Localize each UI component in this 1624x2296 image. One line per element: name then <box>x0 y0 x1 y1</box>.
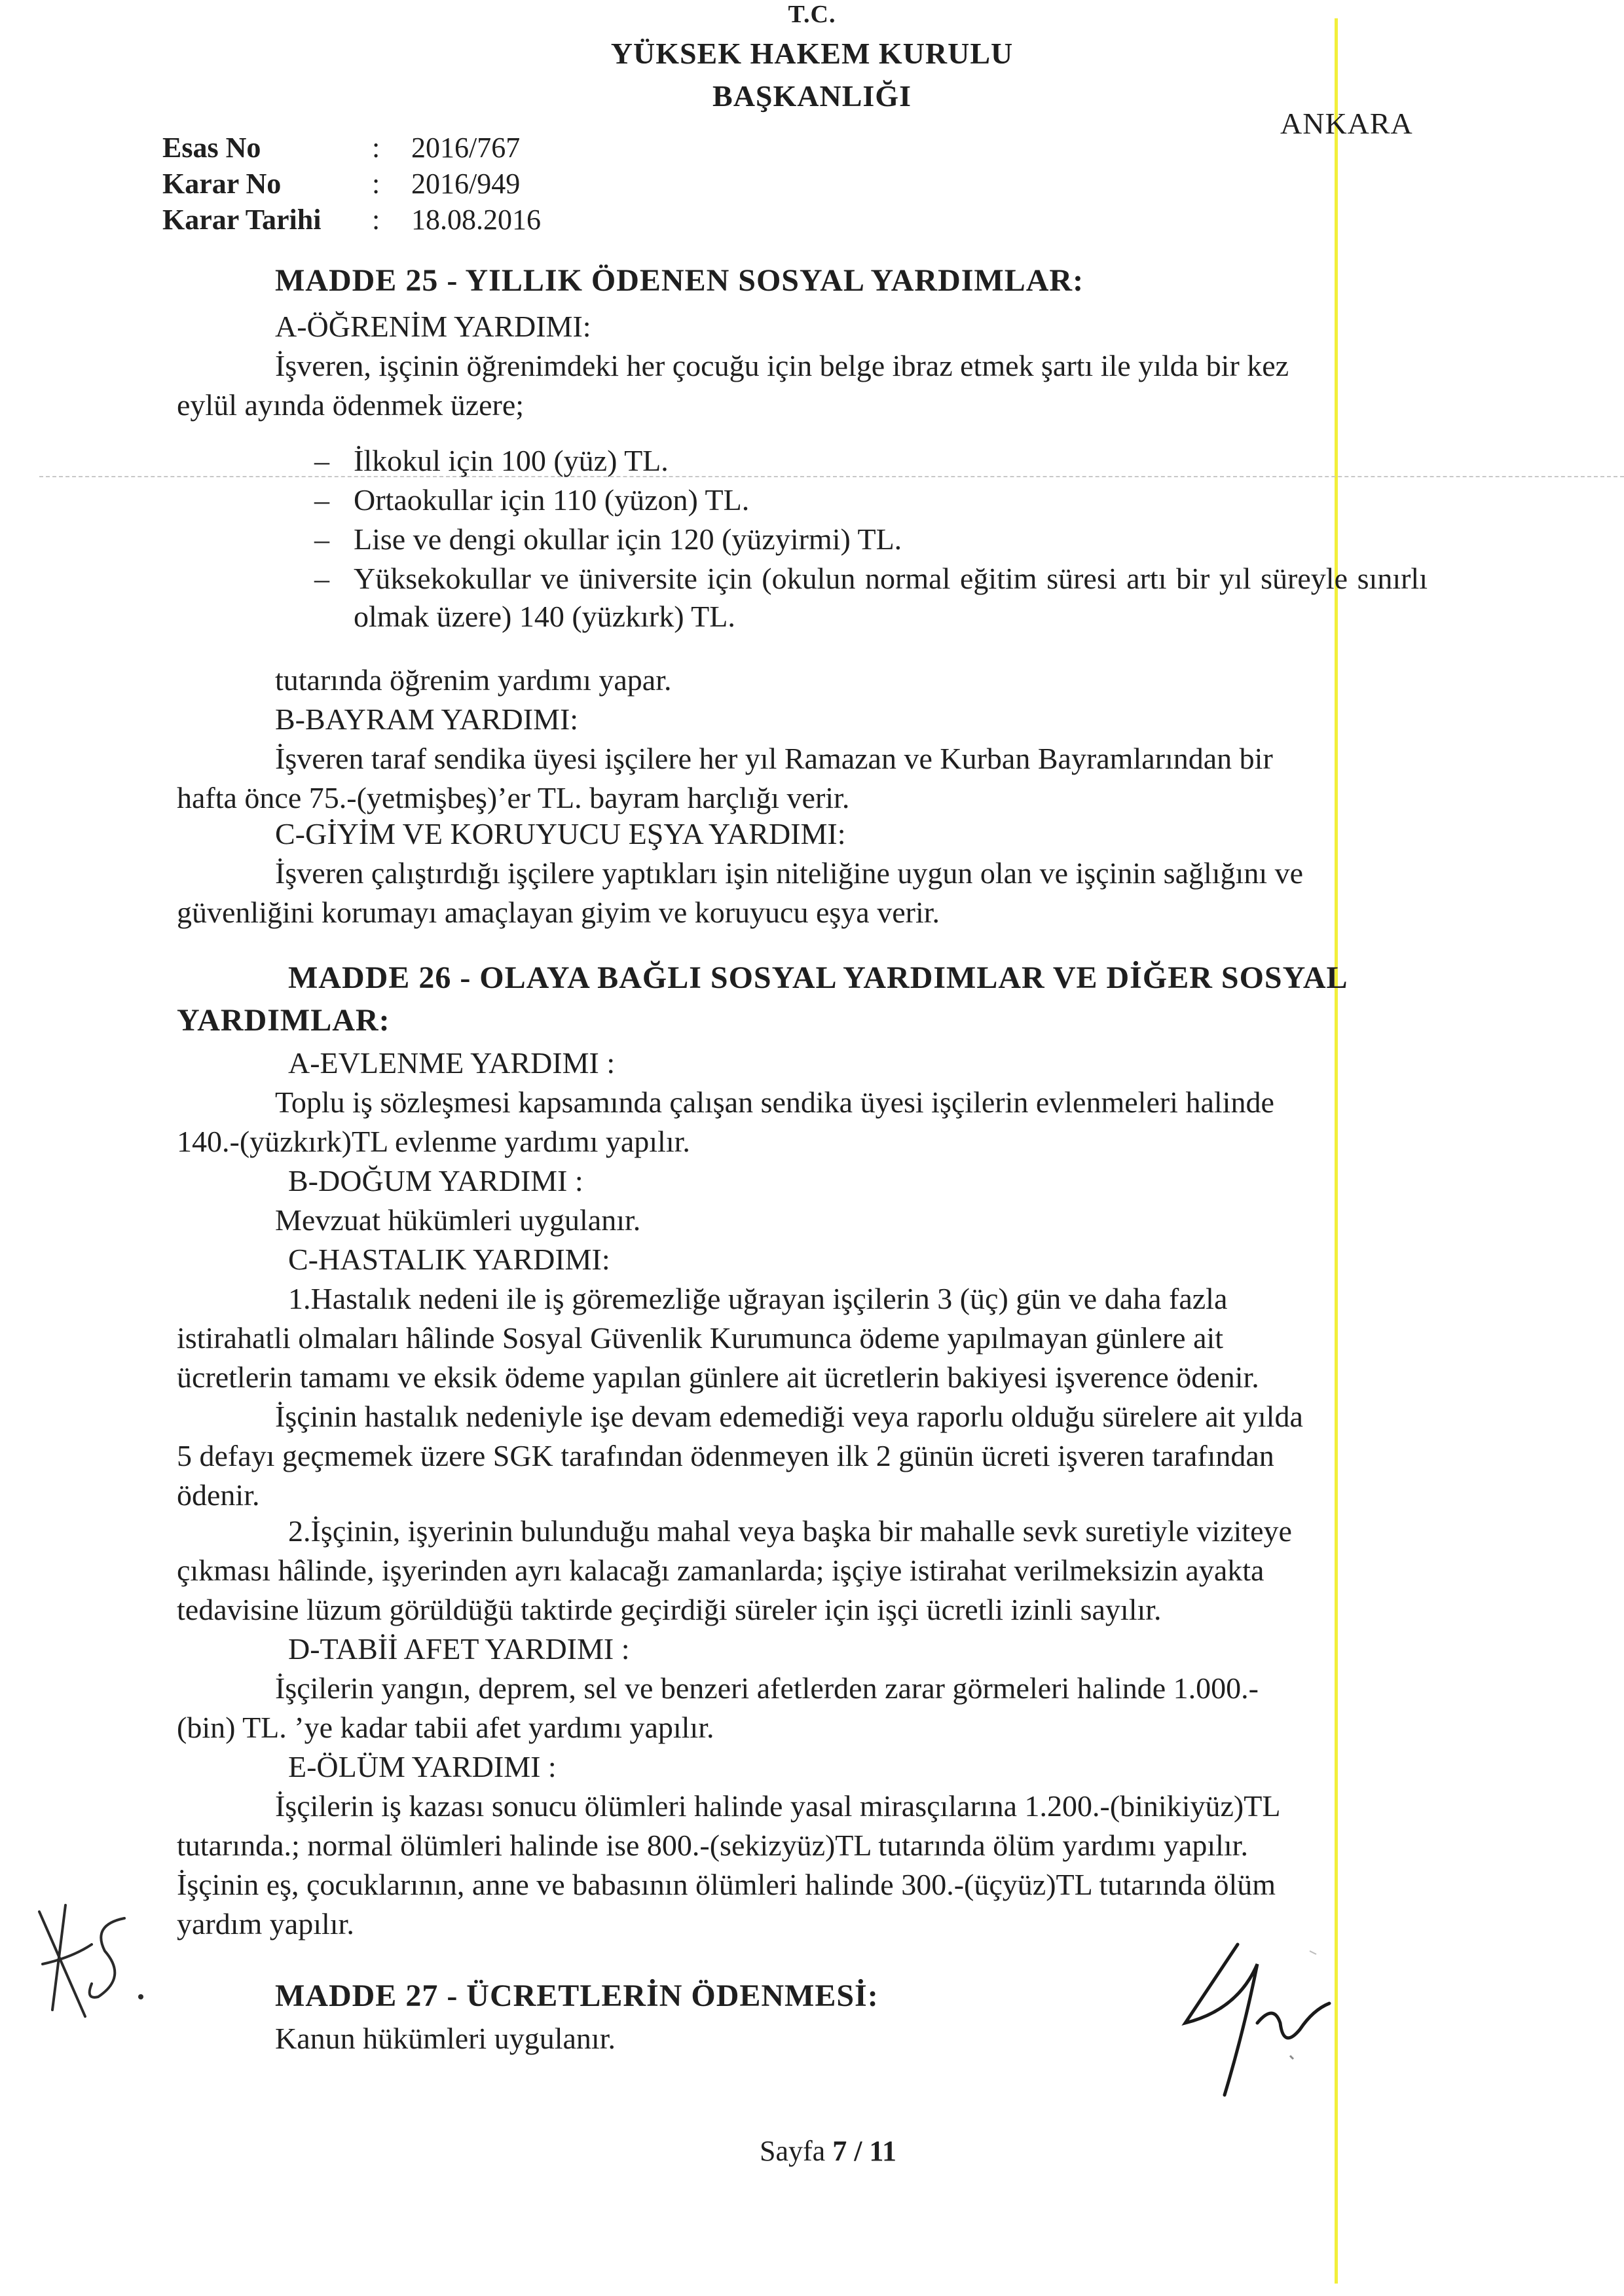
bullet-dash: – <box>314 444 329 477</box>
m25-a-outro: tutarında öğrenim yardımı yapar. <box>275 663 672 697</box>
m26-e-text-4: yardım yapılır. <box>177 1907 354 1941</box>
m25-b-text-1: İşveren taraf sendika üyesi işçilere her yıl Ramazan ve Kurban Bayramlarından bir <box>275 742 1273 775</box>
meta-esas-no <box>162 131 520 164</box>
header-title: YÜKSEK HAKEM KURULU <box>610 37 1014 70</box>
header-tc: T.C. <box>788 1 836 28</box>
bullet-dash: – <box>314 483 329 517</box>
m26-a-title: A-EVLENME YARDIMI : <box>288 1046 616 1080</box>
meta-value: 18.08.2016 <box>411 204 541 236</box>
bullet-dash: – <box>314 522 329 556</box>
m26-c-p1-1: 1.Hastalık nedeni ile iş göremezliğe uğrayan işçilerin 3 (üç) gün ve daha fazla <box>288 1282 1228 1315</box>
m25-b-text-2: hafta önce 75.-(yetmişbeş)’er TL. bayram harçlığı verir. <box>177 781 850 814</box>
meta-colon: : <box>372 204 380 236</box>
m27-title: MADDE 27 - ÜCRETLERİN ÖDENMESİ: <box>275 1978 879 2013</box>
m26-b-text: Mevzuat hükümleri uygulanır. <box>275 1203 641 1237</box>
meta-karar-tarihi <box>162 203 541 236</box>
m26-c-p1-3: ücretlerin tamamı ve eksik ödeme yapılan günlere ait ücretlerin bakiyesi işverence ödenir. <box>177 1360 1259 1394</box>
signature <box>1159 1925 1356 2121</box>
m26-e-text-2: tutarında.; normal ölümleri halinde ise 800.-(sekizyüz)TL tutarında ölüm yardımı yapılır. <box>177 1829 1248 1862</box>
m25-bullet <box>314 442 1428 480</box>
m26-c-p2-2: 5 defayı geçmemek üzere SGK tarafından ödenmeyen ilk 2 günün ücreti işveren tarafından <box>177 1439 1274 1472</box>
m25-a-title: A-ÖĞRENİM YARDIMI: <box>275 310 591 343</box>
meta-colon: : <box>372 132 380 164</box>
meta-label: Karar No <box>162 168 282 200</box>
bullet-text: Yüksekokullar ve üniversite için (okulun normal eğitim süresi artı bir yıl süreyle sınırlı olmak üzere) 140 (yüzkırk) TL. <box>354 562 1428 633</box>
meta-karar-no <box>162 167 520 200</box>
m26-e-title: E-ÖLÜM YARDIMI : <box>288 1750 557 1783</box>
m25-title: MADDE 25 - YILLIK ÖDENEN SOSYAL YARDIMLAR: <box>275 263 1084 298</box>
m25-bullet <box>314 481 1428 519</box>
handwritten-initials <box>13 1886 170 2030</box>
page-number <box>760 2134 896 2168</box>
meta-value: 2016/949 <box>411 168 521 200</box>
page-prefix: Sayfa <box>760 2135 826 2167</box>
m26-a-text-2: 140.-(yüzkırk)TL evlenme yardımı yapılır. <box>177 1125 690 1158</box>
bullet-text: Lise ve dengi okullar için 120 (yüzyirmi) TL. <box>354 522 902 556</box>
m25-c-title: C-GİYİM VE KORUYUCU EŞYA YARDIMI: <box>275 817 846 850</box>
m27-text: Kanun hükümleri uygulanır. <box>275 2022 616 2055</box>
m26-d-title: D-TABİİ AFET YARDIMI : <box>288 1632 630 1666</box>
meta-colon: : <box>372 168 380 200</box>
m26-title-1: MADDE 26 - OLAYA BAĞLI SOSYAL YARDIMLAR VE DİĞER SOSYAL <box>288 960 1348 995</box>
m26-c-p3-3: tedavisine lüzum görüldüğü taktirde geçirdiği süreler için işçi ücretli izinli sayılır. <box>177 1593 1162 1626</box>
m26-c-p3-1: 2.İşçinin, işyerinin bulunduğu mahal veya başka bir mahalle sevk suretiyle viziteye <box>288 1514 1292 1548</box>
m26-d-text-2: (bin) TL. ’ye kadar tabii afet yardımı yapılır. <box>177 1711 714 1744</box>
m26-c-p2-1: İşçinin hastalık nedeniyle işe devam edemediği veya raporlu olduğu sürelere ait yılda <box>275 1400 1303 1433</box>
m26-e-text-1: İşçilerin iş kazası sonucu ölümleri halinde yasal mirasçılarına 1.200.-(binikiyüz)TL <box>275 1789 1281 1823</box>
meta-label: Karar Tarihi <box>162 204 322 236</box>
header-subtitle: BAŞKANLIĞI <box>712 79 912 113</box>
m26-c-p1-2: istirahatli olmaları hâlinde Sosyal Güvenlik Kurumunca ödeme yapılmayan günlere ait <box>177 1321 1224 1355</box>
m25-bullet <box>314 560 1428 638</box>
m26-c-title: C-HASTALIK YARDIMI: <box>288 1243 610 1276</box>
m26-a-text-1: Toplu iş sözleşmesi kapsamında çalışan sendika üyesi işçilerin evlenmeleri halinde <box>275 1085 1274 1119</box>
m25-a-intro-2: eylül ayında ödenmek üzere; <box>177 388 525 422</box>
m26-c-p2-3: ödenir. <box>177 1478 260 1512</box>
bullet-dash: – <box>314 562 329 595</box>
m25-c-text-2: güvenliğini korumayı amaçlayan giyim ve koruyucu eşya verir. <box>177 896 940 929</box>
m26-e-text-3: İşçinin eş, çocuklarının, anne ve babasının ölümleri halinde 300.-(üçyüz)TL tutarında ölüm <box>177 1868 1276 1901</box>
page-value: 7 / 11 <box>832 2135 896 2167</box>
m25-a-intro-1: İşveren, işçinin öğrenimdeki her çocuğu için belge ibraz etmek şartı ile yılda bir kez <box>275 349 1289 382</box>
m26-c-p3-2: çıkması hâlinde, işyerinden ayrı kalacağı zamanlarda; işçiye istirahat verilmeksizin ayakta <box>177 1554 1264 1587</box>
meta-value: 2016/767 <box>411 132 521 164</box>
m26-title-2: YARDIMLAR: <box>177 1003 390 1038</box>
bullet-text: Ortaokullar için 110 (yüzon) TL. <box>354 483 750 517</box>
m25-b-title: B-BAYRAM YARDIMI: <box>275 702 579 736</box>
m26-b-title: B-DOĞUM YARDIMI : <box>288 1164 583 1197</box>
m26-d-text-1: İşçilerin yangın, deprem, sel ve benzeri afetlerden zarar görmeleri halinde 1.000.- <box>275 1671 1259 1705</box>
meta-label: Esas No <box>162 132 261 164</box>
bullet-text: İlkokul için 100 (yüz) TL. <box>354 444 669 477</box>
m25-c-text-1: İşveren çalıştırdığı işçilere yaptıkları işin niteliğine uygun olan ve işçinin sağlığını ve <box>275 856 1304 890</box>
m25-bullet <box>314 520 1428 558</box>
header-city: ANKARA <box>1280 107 1413 140</box>
